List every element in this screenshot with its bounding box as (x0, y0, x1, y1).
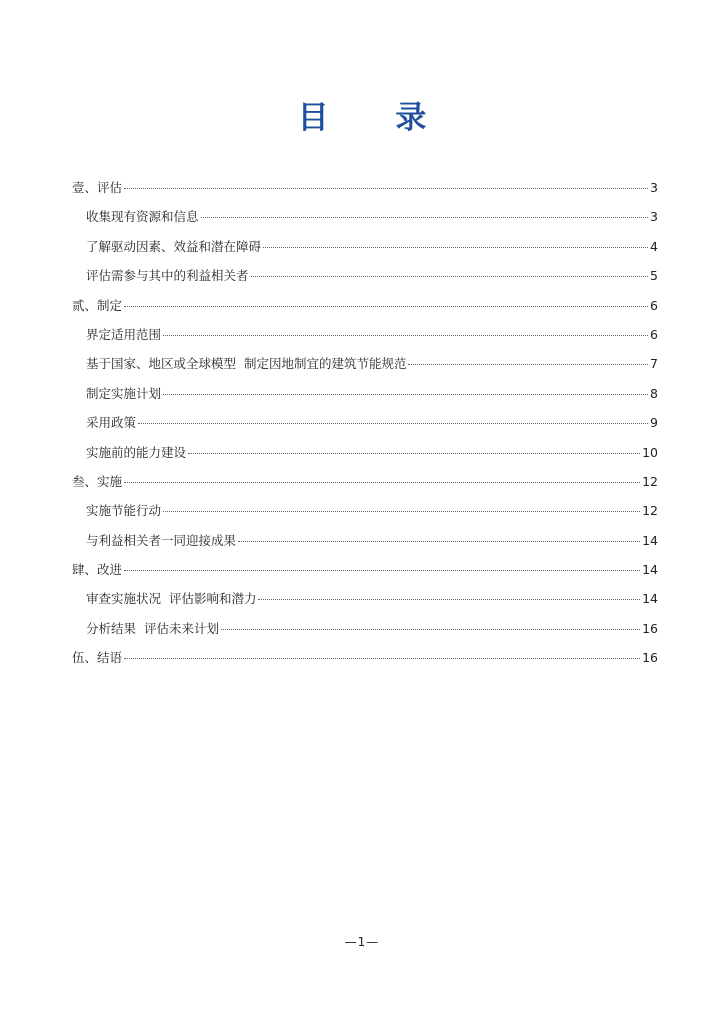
toc-section-entry[interactable] (72, 206, 658, 235)
toc-entry-title: 叁、实施 (72, 473, 123, 489)
toc-entry-title: 伍、结语 (72, 650, 123, 666)
toc-page-number: 9 (650, 415, 658, 431)
toc-dot-leader (124, 188, 648, 189)
toc-dot-leader (124, 306, 648, 307)
toc-dot-leader (258, 599, 640, 600)
toc-entry-title: 审查实施状况 评估影响和潜力 (86, 591, 257, 607)
toc-dot-leader (251, 276, 649, 277)
toc-page-number: 5 (650, 268, 658, 284)
toc-dot-leader (124, 482, 640, 483)
toc-page-number: 4 (650, 238, 658, 254)
toc-section-entry[interactable] (72, 530, 658, 559)
toc-entry-title: 肆、改进 (72, 562, 123, 578)
toc-entry-title: 基于国家、地区或全球模型 制定因地制宜的建筑节能规范 (86, 356, 407, 372)
toc-chapter-entry[interactable] (72, 647, 658, 676)
toc-dot-leader (188, 453, 640, 454)
toc-chapter-entry[interactable] (72, 177, 658, 206)
toc-section-entry[interactable] (72, 265, 658, 294)
toc-dot-leader (408, 364, 648, 365)
toc-page-number: 12 (642, 473, 658, 489)
toc-entry-title: 与利益相关者一同迎接成果 (86, 532, 237, 548)
toc-page-number: 16 (642, 620, 658, 636)
toc-dot-leader (201, 217, 649, 218)
toc-page-number: 10 (642, 444, 658, 460)
toc-dot-leader (163, 511, 640, 512)
toc-section-entry[interactable] (72, 412, 658, 441)
toc-entry-title: 实施前的能力建设 (86, 444, 187, 460)
toc-dot-leader (138, 423, 648, 424)
toc-entry-title: 制定实施计划 (86, 385, 162, 401)
toc-entry-title: 分析结果 评估未来计划 (86, 620, 219, 636)
toc-entry-title: 实施节能行动 (86, 503, 162, 519)
toc-page-number: 3 (650, 209, 658, 225)
toc-page-number: 6 (650, 326, 658, 342)
toc-dot-leader (163, 394, 648, 395)
page-title: 目 录 (297, 100, 455, 136)
toc-entry-title: 采用政策 (86, 415, 137, 431)
toc-dot-leader (221, 629, 640, 630)
toc-section-entry[interactable] (72, 236, 658, 265)
toc-section-entry[interactable] (72, 353, 658, 382)
toc-page-number: 16 (642, 650, 658, 666)
toc-chapter-entry[interactable] (72, 295, 658, 324)
toc-page-number: 3 (650, 180, 658, 195)
toc-dot-leader (263, 247, 648, 248)
toc-entry-title: 界定适用范围 (86, 326, 162, 342)
toc-dot-leader (163, 335, 648, 336)
toc-page-number: 8 (650, 385, 658, 401)
toc-dot-leader (124, 570, 640, 571)
toc-entry-title: 评估需参与其中的利益相关者 (86, 268, 249, 284)
toc-entry-title: 贰、制定 (72, 297, 123, 313)
toc-chapter-entry[interactable] (72, 559, 658, 588)
toc-section-entry[interactable] (72, 588, 658, 617)
toc-dot-leader (238, 541, 640, 542)
toc-page-number: 14 (642, 532, 658, 548)
toc-entry-title: 了解驱动因素、效益和潜在障碍 (86, 238, 262, 254)
toc-section-entry[interactable] (72, 500, 658, 529)
toc-page-number: 14 (642, 591, 658, 607)
toc-entry-title: 壹、评估 (72, 180, 123, 195)
toc-entry-title: 收集现有资源和信息 (86, 209, 199, 225)
toc-page-number: 14 (642, 562, 658, 578)
toc-section-entry[interactable] (72, 618, 658, 647)
table-of-contents (72, 177, 658, 677)
toc-section-entry[interactable] (72, 324, 658, 353)
toc-page-number: 6 (650, 297, 658, 313)
toc-dot-leader (124, 658, 640, 659)
toc-chapter-entry[interactable] (72, 471, 658, 500)
toc-page-number: 12 (642, 503, 658, 519)
toc-section-entry[interactable] (72, 442, 658, 471)
page-number: —1— (344, 935, 380, 949)
toc-page-number: 7 (650, 356, 658, 372)
toc-section-entry[interactable] (72, 383, 658, 412)
